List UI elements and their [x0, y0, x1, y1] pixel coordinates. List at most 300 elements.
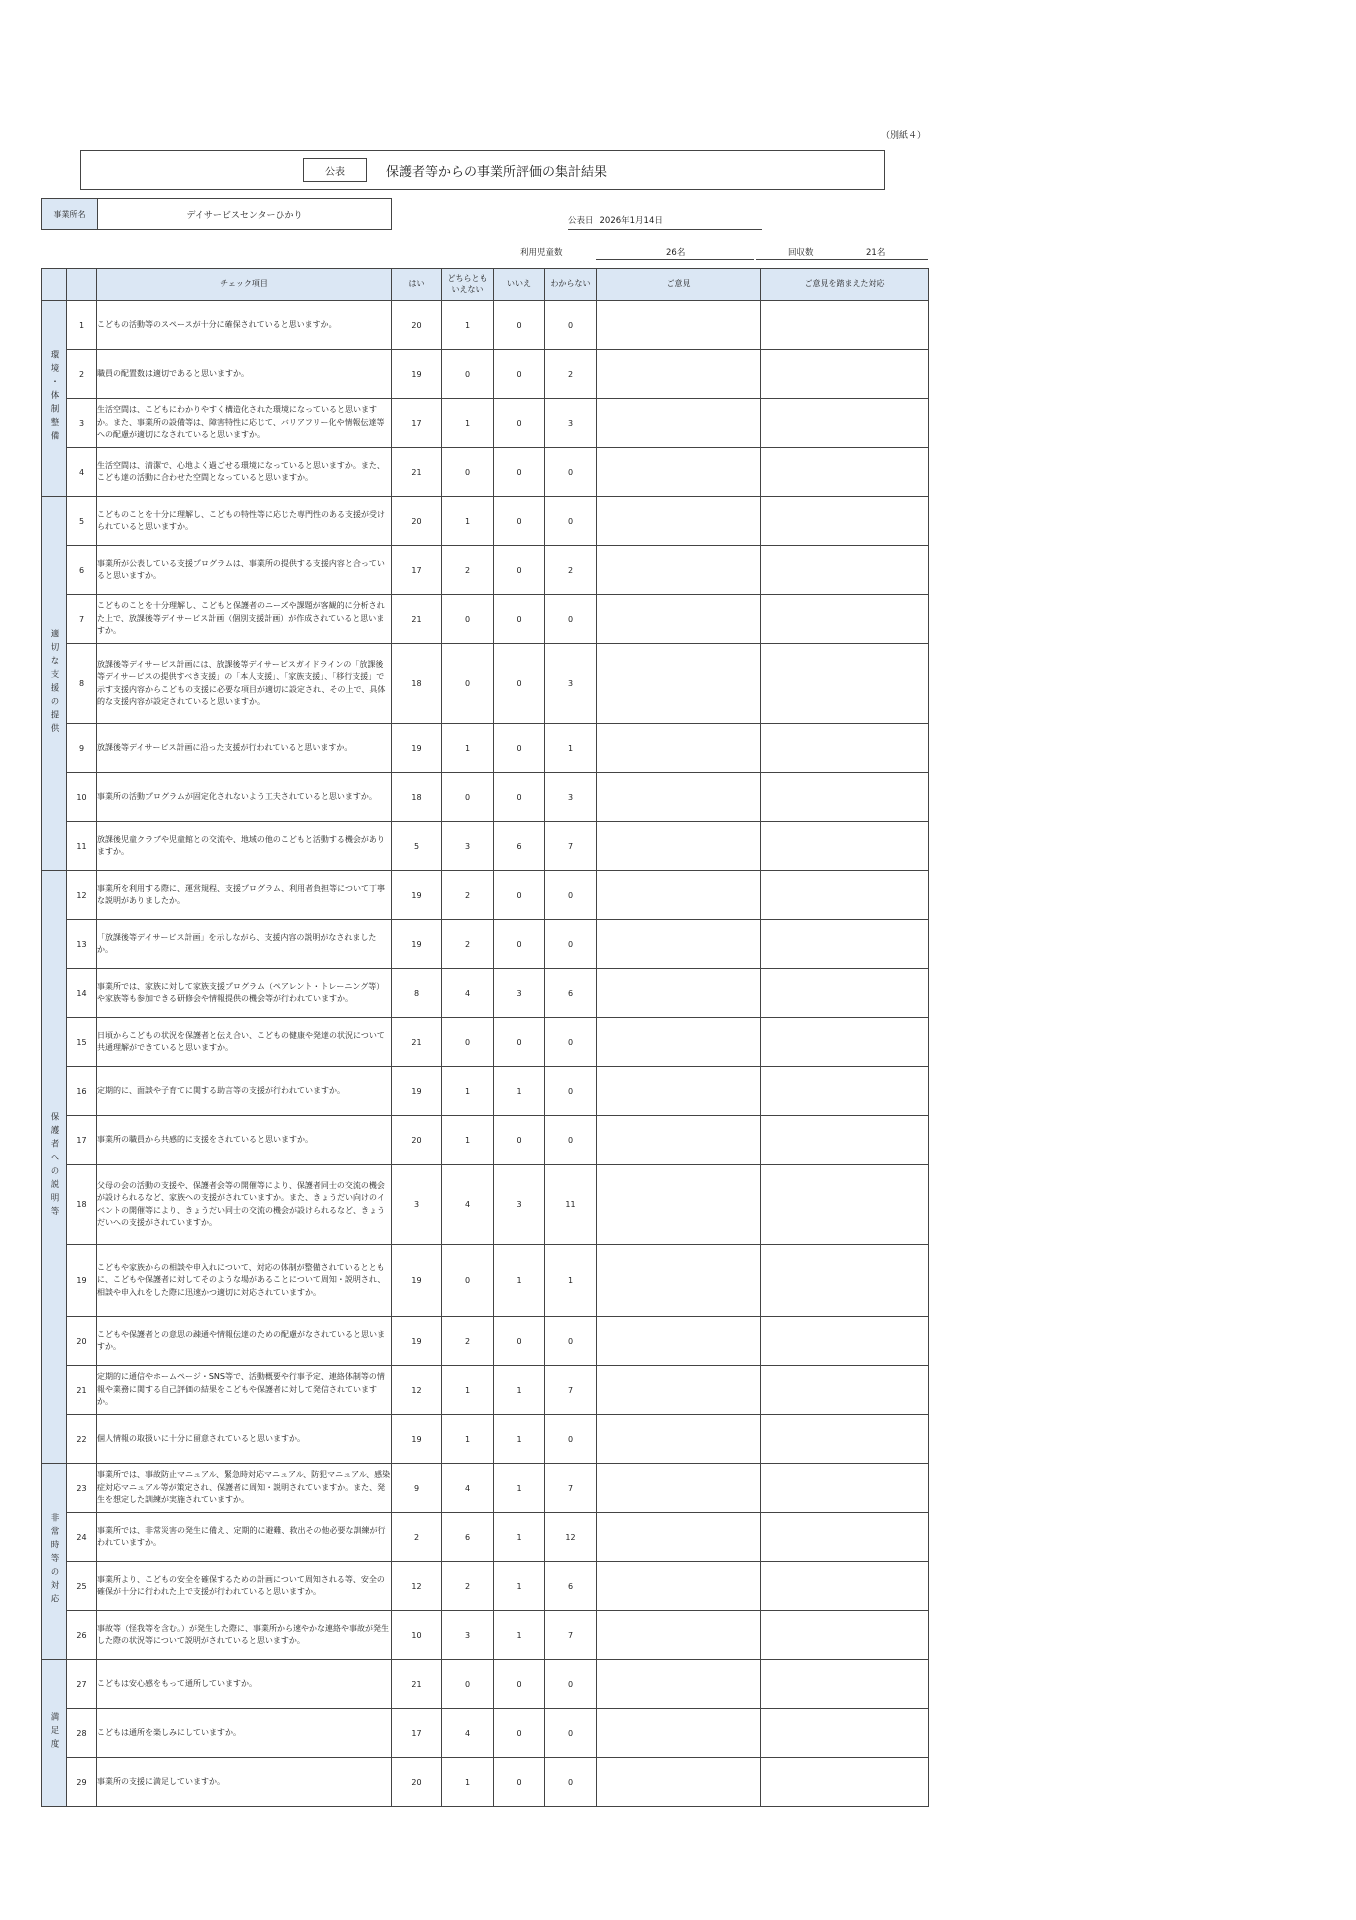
header-check-item: チェック項目 — [97, 269, 392, 301]
response-cell — [761, 1245, 929, 1317]
question-text: こどもや保護者との意思の疎通や情報伝達のための配慮がなされていると思いますか。 — [97, 1317, 392, 1366]
question-number: 13 — [67, 920, 97, 969]
question-text: 事業所の活動プログラムが固定化されないよう工夫されていると思いますか。 — [97, 773, 392, 822]
count-neutral: 4 — [442, 969, 494, 1018]
category-label: 適切な支援の提供 — [49, 628, 59, 737]
count-no: 0 — [494, 1709, 545, 1758]
response-cell — [761, 1067, 929, 1116]
count-no: 3 — [494, 969, 545, 1018]
question-number: 20 — [67, 1317, 97, 1366]
users-value: 26名 — [666, 248, 686, 258]
count-yes: 19 — [392, 920, 442, 969]
table-row — [42, 1165, 929, 1245]
count-unknown: 0 — [545, 1709, 597, 1758]
table-row — [42, 1415, 929, 1464]
count-neutral: 2 — [442, 546, 494, 595]
response-cell — [761, 1513, 929, 1562]
page-title: 保護者等からの事業所評価の集計結果 — [386, 165, 608, 180]
question-number: 15 — [67, 1018, 97, 1067]
header-yes: はい — [392, 269, 442, 301]
count-unknown: 1 — [545, 1245, 597, 1317]
count-yes: 17 — [392, 546, 442, 595]
table-row — [42, 871, 929, 920]
count-unknown: 0 — [545, 301, 597, 350]
count-neutral: 1 — [442, 1415, 494, 1464]
survey-body — [42, 301, 929, 1807]
opinion-cell — [597, 822, 761, 871]
publish-badge: 公表 — [303, 158, 367, 182]
opinion-cell — [597, 724, 761, 773]
count-unknown: 3 — [545, 773, 597, 822]
users-label: 利用児童数 — [520, 248, 563, 258]
count-neutral: 3 — [442, 1611, 494, 1660]
header-response: ご意見を踏まえた対応 — [761, 269, 929, 301]
count-neutral: 0 — [442, 448, 494, 497]
count-unknown: 0 — [545, 595, 597, 644]
header-category — [42, 269, 67, 301]
response-cell — [761, 1709, 929, 1758]
count-no: 0 — [494, 350, 545, 399]
count-yes: 2 — [392, 1513, 442, 1562]
question-number: 26 — [67, 1611, 97, 1660]
office-label: 事業所名 — [42, 199, 98, 229]
category-cell — [42, 301, 67, 497]
question-number: 24 — [67, 1513, 97, 1562]
question-text: 定期的に通信やホームページ・SNS等で、活動概要や行事予定、連絡体制等の情報や業務に関する自己評価の結果をこどもや保護者に対して発信されていますか。 — [97, 1366, 392, 1415]
count-unknown: 2 — [545, 546, 597, 595]
count-no: 0 — [494, 301, 545, 350]
opinion-cell — [597, 1165, 761, 1245]
question-number: 28 — [67, 1709, 97, 1758]
count-yes: 21 — [392, 1018, 442, 1067]
count-unknown: 0 — [545, 920, 597, 969]
table-row — [42, 595, 929, 644]
question-number: 16 — [67, 1067, 97, 1116]
opinion-cell — [597, 1464, 761, 1513]
question-text: 事業所では、非常災害の発生に備え、定期的に避難、救出その他必要な訓練が行われていますか。 — [97, 1513, 392, 1562]
opinion-cell — [597, 644, 761, 724]
question-number: 11 — [67, 822, 97, 871]
table-row — [42, 920, 929, 969]
response-cell — [761, 1758, 929, 1807]
count-yes: 17 — [392, 1709, 442, 1758]
opinion-cell — [597, 969, 761, 1018]
count-yes: 9 — [392, 1464, 442, 1513]
table-row — [42, 399, 929, 448]
table-row — [42, 969, 929, 1018]
table-row — [42, 350, 929, 399]
count-yes: 19 — [392, 1245, 442, 1317]
category-cell — [42, 871, 67, 1464]
count-neutral: 1 — [442, 1067, 494, 1116]
count-no: 0 — [494, 871, 545, 920]
table-row — [42, 1116, 929, 1165]
count-no: 0 — [494, 399, 545, 448]
response-cell — [761, 1018, 929, 1067]
response-cell — [761, 448, 929, 497]
count-neutral: 2 — [442, 1562, 494, 1611]
question-text: 日頃からこどもの状況を保護者と伝え合い、こどもの健康や発達の状況について共通理解ができていると思いますか。 — [97, 1018, 392, 1067]
response-cell — [761, 1611, 929, 1660]
question-text: 「放課後等デイサービス計画」を示しながら、支援内容の説明がなされましたか。 — [97, 920, 392, 969]
table-row — [42, 1464, 929, 1513]
question-number: 17 — [67, 1116, 97, 1165]
count-unknown: 0 — [545, 1116, 597, 1165]
question-number: 2 — [67, 350, 97, 399]
count-neutral: 0 — [442, 773, 494, 822]
opinion-cell — [597, 1067, 761, 1116]
count-unknown: 0 — [545, 1317, 597, 1366]
table-row — [42, 822, 929, 871]
response-cell — [761, 595, 929, 644]
response-cell — [761, 1415, 929, 1464]
count-yes: 5 — [392, 822, 442, 871]
count-yes: 19 — [392, 1415, 442, 1464]
count-yes: 12 — [392, 1562, 442, 1611]
opinion-cell — [597, 1660, 761, 1709]
count-no: 6 — [494, 822, 545, 871]
table-row — [42, 1562, 929, 1611]
count-yes: 12 — [392, 1366, 442, 1415]
count-neutral: 1 — [442, 724, 494, 773]
question-text: 生活空間は、清潔で、心地よく過ごせる環境になっていると思いますか。また、こども達の活動に合わせた空間となっていると思いますか。 — [97, 448, 392, 497]
count-yes: 10 — [392, 1611, 442, 1660]
question-text: 放課後等デイサービス計画に沿った支援が行われていると思いますか。 — [97, 724, 392, 773]
table-row — [42, 1758, 929, 1807]
count-yes: 19 — [392, 871, 442, 920]
opinion-cell — [597, 595, 761, 644]
count-unknown: 12 — [545, 1513, 597, 1562]
opinion-cell — [597, 546, 761, 595]
count-neutral: 1 — [442, 1366, 494, 1415]
question-number: 18 — [67, 1165, 97, 1245]
opinion-cell — [597, 1415, 761, 1464]
response-cell — [761, 1660, 929, 1709]
response-cell — [761, 1562, 929, 1611]
response-cell — [761, 644, 929, 724]
question-number: 14 — [67, 969, 97, 1018]
opinion-cell — [597, 1018, 761, 1067]
responses-label: 回収数 — [788, 248, 814, 258]
count-neutral: 1 — [442, 301, 494, 350]
office-box — [41, 198, 392, 230]
count-unknown: 0 — [545, 1415, 597, 1464]
count-no: 0 — [494, 1018, 545, 1067]
count-neutral: 0 — [442, 1018, 494, 1067]
count-neutral: 0 — [442, 350, 494, 399]
count-neutral: 1 — [442, 399, 494, 448]
count-no: 0 — [494, 546, 545, 595]
question-number: 1 — [67, 301, 97, 350]
table-row — [42, 644, 929, 724]
category-cell — [42, 1660, 67, 1807]
count-yes: 17 — [392, 399, 442, 448]
count-no: 1 — [494, 1067, 545, 1116]
question-number: 25 — [67, 1562, 97, 1611]
count-unknown: 0 — [545, 1018, 597, 1067]
count-neutral: 1 — [442, 1758, 494, 1807]
question-number: 4 — [67, 448, 97, 497]
response-cell — [761, 1464, 929, 1513]
count-no: 1 — [494, 1366, 545, 1415]
response-cell — [761, 350, 929, 399]
count-no: 0 — [494, 1758, 545, 1807]
opinion-cell — [597, 1366, 761, 1415]
table-row — [42, 1245, 929, 1317]
count-yes: 21 — [392, 595, 442, 644]
count-yes: 20 — [392, 1116, 442, 1165]
response-cell — [761, 1116, 929, 1165]
count-neutral: 2 — [442, 1317, 494, 1366]
count-neutral: 4 — [442, 1464, 494, 1513]
opinion-cell — [597, 1709, 761, 1758]
table-row — [42, 1366, 929, 1415]
count-yes: 20 — [392, 1758, 442, 1807]
question-number: 6 — [67, 546, 97, 595]
count-unknown: 6 — [545, 969, 597, 1018]
count-yes: 19 — [392, 350, 442, 399]
publish-date-label: 公表日 — [568, 216, 594, 226]
response-cell — [761, 724, 929, 773]
response-cell — [761, 822, 929, 871]
header-neutral: どちらとも いえない — [442, 269, 494, 301]
count-unknown: 0 — [545, 871, 597, 920]
table-row — [42, 448, 929, 497]
count-unknown: 0 — [545, 1660, 597, 1709]
opinion-cell — [597, 1611, 761, 1660]
count-neutral: 3 — [442, 822, 494, 871]
question-number: 5 — [67, 497, 97, 546]
category-label: 満足度 — [49, 1711, 59, 1753]
opinion-cell — [597, 920, 761, 969]
table-row — [42, 1317, 929, 1366]
count-unknown: 7 — [545, 1611, 597, 1660]
counts-row — [520, 246, 928, 260]
count-no: 0 — [494, 773, 545, 822]
question-text: 定期的に、面談や子育てに関する助言等の支援が行われていますか。 — [97, 1067, 392, 1116]
opinion-cell — [597, 350, 761, 399]
question-number: 7 — [67, 595, 97, 644]
response-cell — [761, 1317, 929, 1366]
category-label: 環境・体制整備 — [49, 350, 59, 445]
header-no: いいえ — [494, 269, 545, 301]
response-cell — [761, 1366, 929, 1415]
count-neutral: 0 — [442, 595, 494, 644]
question-text: 個人情報の取扱いに十分に留意されていると思いますか。 — [97, 1415, 392, 1464]
question-text: 職員の配置数は適切であると思いますか。 — [97, 350, 392, 399]
count-yes: 8 — [392, 969, 442, 1018]
category-cell — [42, 497, 67, 871]
count-neutral: 0 — [442, 1245, 494, 1317]
count-neutral: 1 — [442, 497, 494, 546]
question-text: こどもの活動等のスペースが十分に確保されていると思いますか。 — [97, 301, 392, 350]
publish-date-field — [568, 214, 762, 230]
opinion-cell — [597, 1562, 761, 1611]
question-text: こどもや家族からの相談や申入れについて、対応の体制が整備されているとともに、こどもや保護者に対してそのような場があることについて周知・説明され、相談や申入れをした際に迅速かつ適切に対応されていますか。 — [97, 1245, 392, 1317]
count-neutral: 6 — [442, 1513, 494, 1562]
count-unknown: 7 — [545, 1366, 597, 1415]
count-no: 0 — [494, 497, 545, 546]
count-unknown: 0 — [545, 1758, 597, 1807]
table-row — [42, 773, 929, 822]
table-header-row — [42, 269, 929, 301]
count-unknown: 11 — [545, 1165, 597, 1245]
publish-date-value: 2026年1月14日 — [599, 216, 663, 226]
question-text: 放課後児童クラブや児童館との交流や、地域の他のこどもと活動する機会がありますか。 — [97, 822, 392, 871]
header-number — [67, 269, 97, 301]
question-text: 事業所では、家族に対して家族支援プログラム（ペアレント・トレーニング等）や家族等も参加できる研修会や情報提供の機会等が行われていますか。 — [97, 969, 392, 1018]
category-label: 非常時等の対応 — [49, 1513, 59, 1608]
question-text: こどもは安心感をもって通所していますか。 — [97, 1660, 392, 1709]
question-text: 事業所の支援に満足していますか。 — [97, 1758, 392, 1807]
count-yes: 19 — [392, 1317, 442, 1366]
count-yes: 20 — [392, 497, 442, 546]
count-neutral: 4 — [442, 1709, 494, 1758]
count-unknown: 1 — [545, 724, 597, 773]
office-name: デイサービスセンターひかり — [186, 210, 303, 221]
count-no: 0 — [494, 724, 545, 773]
count-unknown: 0 — [545, 1067, 597, 1116]
opinion-cell — [597, 773, 761, 822]
count-neutral: 4 — [442, 1165, 494, 1245]
opinion-cell — [597, 301, 761, 350]
count-yes: 19 — [392, 724, 442, 773]
category-label: 保護者への説明等 — [49, 1112, 59, 1220]
question-text: 事業所では、事故防止マニュアル、緊急時対応マニュアル、防犯マニュアル、感染症対応マニュアル等が策定され、保護者に周知・説明されていますか。また、発生を想定した訓練が実施されていますか。 — [97, 1464, 392, 1513]
title-box — [80, 150, 885, 190]
count-no: 1 — [494, 1513, 545, 1562]
count-no: 1 — [494, 1415, 545, 1464]
count-yes: 20 — [392, 301, 442, 350]
count-no: 1 — [494, 1562, 545, 1611]
question-number: 3 — [67, 399, 97, 448]
table-row — [42, 1513, 929, 1562]
question-number: 12 — [67, 871, 97, 920]
question-number: 22 — [67, 1415, 97, 1464]
question-text: 生活空間は、こどもにわかりやすく構造化された環境になっていると思いますか。また、事業所の設備等は、障害特性に応じて、バリアフリー化や情報伝達等への配慮が適切になされていると思いますか。 — [97, 399, 392, 448]
count-yes: 18 — [392, 644, 442, 724]
count-unknown: 0 — [545, 497, 597, 546]
count-no: 0 — [494, 644, 545, 724]
opinion-cell — [597, 1245, 761, 1317]
opinion-cell — [597, 1513, 761, 1562]
response-cell — [761, 871, 929, 920]
count-neutral: 2 — [442, 920, 494, 969]
opinion-cell — [597, 1317, 761, 1366]
opinion-cell — [597, 399, 761, 448]
table-row — [42, 546, 929, 595]
count-unknown: 7 — [545, 822, 597, 871]
count-neutral: 2 — [442, 871, 494, 920]
response-cell — [761, 497, 929, 546]
count-neutral: 0 — [442, 1660, 494, 1709]
count-no: 1 — [494, 1611, 545, 1660]
response-cell — [761, 920, 929, 969]
count-no: 0 — [494, 595, 545, 644]
count-unknown: 6 — [545, 1562, 597, 1611]
table-row — [42, 724, 929, 773]
question-text: こどものことを十分に理解し、こどもの特性等に応じた専門性のある支援が受けられていると思いますか。 — [97, 497, 392, 546]
count-no: 1 — [494, 1464, 545, 1513]
question-number: 21 — [67, 1366, 97, 1415]
question-text: 事業所より、こどもの安全を確保するための計画について周知される等、安全の確保が十分に行われた上で支援が行われていると思いますか。 — [97, 1562, 392, 1611]
question-text: 放課後等デイサービス計画には、放課後等デイサービスガイドラインの「放課後等デイサービスの提供すべき支援」の「本人支援」、「家族支援」、「移行支援」で示す支援内容からこどもの支援に必要な項目が適切に設定され、その上で、具体的な支援内容が設定されていると思いますか。 — [97, 644, 392, 724]
count-unknown: 0 — [545, 448, 597, 497]
count-yes: 3 — [392, 1165, 442, 1245]
opinion-cell — [597, 497, 761, 546]
header-opinion: ご意見 — [597, 269, 761, 301]
appendix-label: （別紙４） — [880, 131, 926, 141]
table-row — [42, 1611, 929, 1660]
question-text: 父母の会の活動の支援や、保護者会等の開催等により、保護者同士の交流の機会が設けられるなど、家族への支援がされていますか。また、きょうだい向けのイベントの開催等により、きょうだい同士の交流の機会が設けられるなど、きょうだいへの支援がされていますか。 — [97, 1165, 392, 1245]
table-row — [42, 301, 929, 350]
question-text: 事業所を利用する際に、運営規程、支援プログラム、利用者負担等について丁寧な説明がありましたか。 — [97, 871, 392, 920]
question-number: 29 — [67, 1758, 97, 1807]
responses-value: 21名 — [866, 248, 886, 258]
count-no: 1 — [494, 1245, 545, 1317]
response-cell — [761, 773, 929, 822]
question-number: 10 — [67, 773, 97, 822]
response-cell — [761, 969, 929, 1018]
count-yes: 21 — [392, 1660, 442, 1709]
count-no: 0 — [494, 448, 545, 497]
count-unknown: 3 — [545, 644, 597, 724]
question-text: こどもは通所を楽しみにしていますか。 — [97, 1709, 392, 1758]
count-unknown: 3 — [545, 399, 597, 448]
count-neutral: 1 — [442, 1116, 494, 1165]
opinion-cell — [597, 448, 761, 497]
table-row — [42, 1660, 929, 1709]
responses-underline — [756, 259, 928, 260]
question-number: 23 — [67, 1464, 97, 1513]
table-row — [42, 1709, 929, 1758]
count-no: 3 — [494, 1165, 545, 1245]
category-cell — [42, 1464, 67, 1660]
count-yes: 21 — [392, 448, 442, 497]
question-text: 事業所の職員から共感的に支援をされていると思いますか。 — [97, 1116, 392, 1165]
question-number: 9 — [67, 724, 97, 773]
response-cell — [761, 546, 929, 595]
question-text: 事故等（怪我等を含む。）が発生した際に、事業所から速やかな連絡や事故が発生した際の状況等について説明がされていると思いますか。 — [97, 1611, 392, 1660]
table-row — [42, 1067, 929, 1116]
opinion-cell — [597, 871, 761, 920]
opinion-cell — [597, 1116, 761, 1165]
survey-table — [41, 268, 929, 1807]
response-cell — [761, 1165, 929, 1245]
table-row — [42, 497, 929, 546]
question-text: こどものことを十分理解し、こどもと保護者のニーズや課題が客観的に分析された上で、放課後等デイサービス計画（個別支援計画）が作成されていると思いますか。 — [97, 595, 392, 644]
count-no: 0 — [494, 1317, 545, 1366]
header-unknown: わからない — [545, 269, 597, 301]
count-unknown: 2 — [545, 350, 597, 399]
question-text: 事業所が公表している支援プログラムは、事業所の提供する支援内容と合っていると思いますか。 — [97, 546, 392, 595]
count-yes: 18 — [392, 773, 442, 822]
question-number: 19 — [67, 1245, 97, 1317]
question-number: 8 — [67, 644, 97, 724]
question-number: 27 — [67, 1660, 97, 1709]
count-no: 0 — [494, 920, 545, 969]
count-neutral: 0 — [442, 644, 494, 724]
count-yes: 19 — [392, 1067, 442, 1116]
table-row — [42, 1018, 929, 1067]
count-no: 0 — [494, 1660, 545, 1709]
count-unknown: 7 — [545, 1464, 597, 1513]
response-cell — [761, 399, 929, 448]
opinion-cell — [597, 1758, 761, 1807]
users-underline — [596, 259, 754, 260]
count-no: 0 — [494, 1116, 545, 1165]
response-cell — [761, 301, 929, 350]
